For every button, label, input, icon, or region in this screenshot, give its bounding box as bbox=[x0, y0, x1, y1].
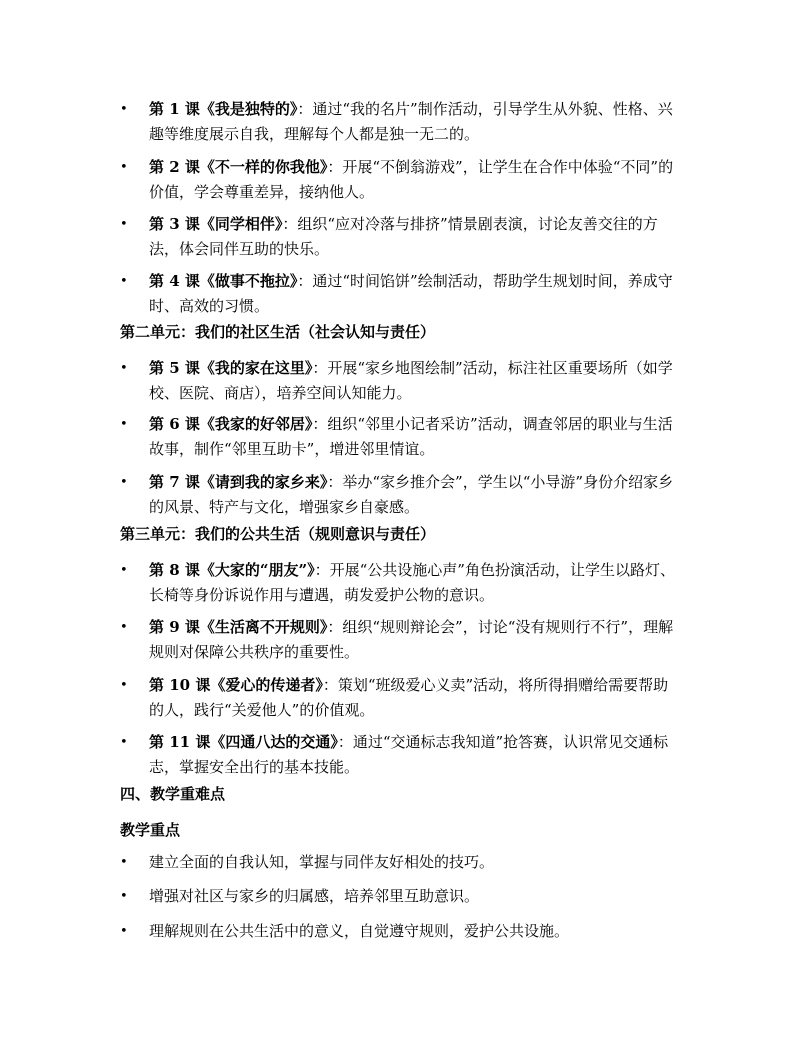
list-item bbox=[120, 673, 680, 723]
lesson-description: ：策划“班级爱心义卖”活动，将所得捐赠给需要帮助的人，践行“关爱他人”的价值观。 bbox=[149, 676, 669, 719]
lesson-description: ：通过“交通标志我知道”抢答赛，认识常见交通标志，掌握安全出行的基本技能。 bbox=[149, 733, 669, 776]
bullet-icon: • bbox=[120, 217, 128, 232]
key-point-text: 增强对社区与家乡的归属感，培养邻里互助意识。 bbox=[149, 887, 480, 905]
lesson-title: 第 9 课《生活离不开规则》 bbox=[149, 618, 328, 636]
lesson-title: 第 1 课《我是独特的》 bbox=[149, 100, 298, 118]
bullet-icon: • bbox=[120, 274, 128, 289]
list-item bbox=[120, 850, 680, 875]
lesson-title: 第 10 课《爱心的传递者》 bbox=[149, 676, 323, 694]
lesson-title: 第 11 课《四通八达的交通》 bbox=[149, 733, 338, 751]
lesson-title: 第 3 课《同学相伴》 bbox=[149, 215, 283, 233]
list-item bbox=[120, 730, 680, 780]
lesson-description: ：开展“家乡地图绘制”活动，标注社区重要场所（如学校、医院、商店），培养空间认知能力。 bbox=[149, 359, 673, 402]
bullet-icon: • bbox=[120, 563, 128, 578]
lesson-title: 第 8 课《大家的“朋友”》 bbox=[149, 561, 315, 579]
lesson-title: 第 4 课《做事不拖拉》 bbox=[149, 272, 298, 290]
list-item bbox=[120, 212, 680, 262]
subsection-heading: 教学重点 bbox=[120, 821, 181, 839]
list-item bbox=[120, 919, 680, 944]
bullet-icon: • bbox=[120, 160, 128, 175]
unit-heading: 第三单元：我们的公共生活（规则意识与责任） bbox=[120, 525, 436, 543]
lesson-title: 第 7 课《请到我的家乡来》 bbox=[149, 473, 328, 491]
lesson-description: ：举办“家乡推介会”，学生以“小导游”身份介绍家乡的风景、特产与文化，增强家乡自豪感。 bbox=[149, 473, 674, 516]
list-item bbox=[120, 558, 680, 608]
list-item bbox=[120, 97, 680, 147]
bullet-icon: • bbox=[120, 475, 128, 490]
bullet-icon: • bbox=[120, 678, 128, 693]
bullet-icon: • bbox=[120, 102, 128, 117]
lesson-description: ：组织“规则辩论会”，讨论“没有规则行不行”，理解规则对保障公共秩序的重要性。 bbox=[149, 618, 674, 661]
list-item bbox=[120, 269, 680, 319]
lesson-description: ：通过“我的名片”制作活动，引导学生从外貌、性格、兴趣等维度展示自我，理解每个人都是独一无二的。 bbox=[149, 100, 673, 143]
lesson-description: ：开展“公共设施心声”角色扮演活动，让学生以路灯、长椅等身份诉说作用与遭遇，萌发爱护公物的意识。 bbox=[149, 561, 675, 604]
lesson-description: ：组织“应对冷落与排挤”情景剧表演，讨论友善交往的方法，体会同伴互助的快乐。 bbox=[149, 215, 658, 258]
list-item bbox=[120, 155, 680, 205]
bullet-icon: • bbox=[120, 889, 128, 904]
key-point-text: 理解规则在公共生活中的意义，自觉遵守规则，爱护公共设施。 bbox=[149, 922, 570, 940]
lesson-description: ：开展“不倒翁游戏”，让学生在合作中体验“不同”的价值，学会尊重差异，接纳他人。 bbox=[149, 158, 674, 201]
list-item bbox=[120, 412, 680, 462]
list-item bbox=[120, 356, 680, 406]
list-item bbox=[120, 884, 680, 909]
lesson-description: ：通过“时间馅饼”绘制活动，帮助学生规划时间，养成守时、高效的习惯。 bbox=[149, 272, 673, 315]
bullet-icon: • bbox=[120, 735, 128, 750]
lesson-title: 第 5 课《我的家在这里》 bbox=[149, 359, 313, 377]
list-item bbox=[120, 470, 680, 520]
bullet-icon: • bbox=[120, 620, 128, 635]
key-point-text: 建立全面的自我认知，掌握与同伴友好相处的技巧。 bbox=[149, 853, 495, 871]
bullet-icon: • bbox=[120, 417, 128, 432]
lesson-description: ：组织“邻里小记者采访”活动，调查邻居的职业与生活故事，制作“邻里互助卡”，增进邻里情谊。 bbox=[149, 415, 673, 458]
unit-heading: 第二单元：我们的社区生活（社会认知与责任） bbox=[120, 323, 436, 341]
bullet-icon: • bbox=[120, 361, 128, 376]
list-item bbox=[120, 615, 680, 665]
section-heading: 四、教学重难点 bbox=[120, 785, 226, 803]
bullet-icon: • bbox=[120, 855, 128, 870]
lesson-title: 第 6 课《我家的好邻居》 bbox=[149, 415, 313, 433]
bullet-icon: • bbox=[120, 924, 128, 939]
lesson-title: 第 2 课《不一样的你我他》 bbox=[149, 158, 328, 176]
